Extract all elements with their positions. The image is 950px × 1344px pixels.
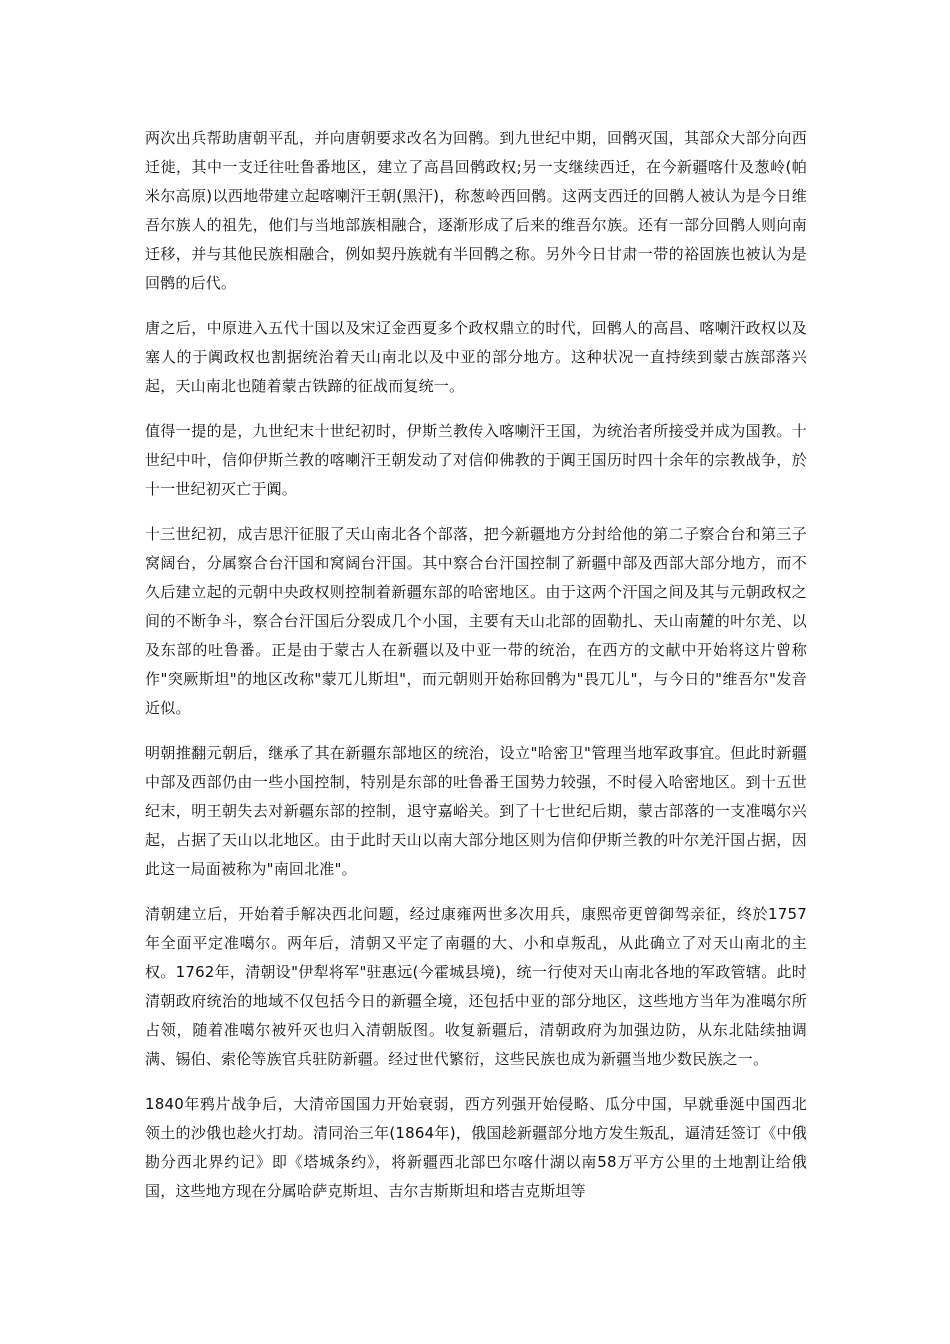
paragraph-5: 明朝推翻元朝后，继承了其在新疆东部地区的统治，设立"哈密卫"管理当地军政事宜。但此时新疆中部及西部仍由一些小国控制，特别是东部的吐鲁番王国势力较强，不时侵入哈密地区。到十五世纪末，明王朝失去对新疆东部的控制，退守嘉峪关。到了十七世纪后期，蒙古部落的一支准噶尔兴起，占据了天山以北地区。由于此时天山以南大部分地区则为信仰伊斯兰教的叶尔羌汗国占据，因此这一局面被称为"南回北准"。 bbox=[145, 744, 807, 878]
paragraph-7: 1840年鸦片战争后，大清帝国国力开始衰弱，西方列强开始侵略、瓜分中国，早就垂涎中国西北领土的沙俄也趁火打劫。清同治三年(1864年)，俄国趁新疆部分地方发生叛乱，逼清廷签订《中俄勘分西北界约记》即《塔城条约》，将新疆西北部巴尔喀什湖以南58万平方公里的土地割让给俄国，这些地方现在分属哈萨克斯坦、吉尔吉斯斯坦和塔吉克斯坦等 bbox=[145, 1095, 807, 1200]
paragraph-2: 唐之后，中原进入五代十国以及宋辽金西夏多个政权鼎立的时代，回鹘人的高昌、喀喇汗政权以及塞人的于阗政权也割据统治着天山南北以及中亚的部分地方。这种状况一直持续到蒙古族部落兴起，天山南北也随着蒙古铁蹄的征战而复统一。 bbox=[145, 319, 807, 395]
document-body bbox=[145, 124, 807, 1222]
paragraph-6: 清朝建立后，开始着手解决西北问题，经过康雍两世多次用兵，康熙帝更曾御驾亲征，终於1757年全面平定准噶尔。两年后，清朝又平定了南疆的大、小和卓叛乱，从此确立了对天山南北的主权。1762年，清朝设"伊犁将军"驻惠远(今霍城县境)，统一行使对天山南北各地的军政管辖。此时清朝政府统治的地域不仅包括今日的新疆全境，还包括中亚的部分地区，这些地方当年为准噶尔所占领，随着准噶尔被歼灭也归入清朝版图。收复新疆后，清朝政府为加强边防，从东北陆续抽调满、锡伯、索伦等族官兵驻防新疆。经过世代繁衍，这些民族也成为新疆当地少数民族之一。 bbox=[145, 905, 807, 1068]
paragraph-3: 值得一提的是，九世纪末十世纪初时，伊斯兰教传入喀喇汗王国，为统治者所接受并成为国教。十世纪中叶，信仰伊斯兰教的喀喇汗王朝发动了对信仰佛教的于阗王国历时四十余年的宗教战争，於十一世纪初灭亡于阗。 bbox=[145, 422, 807, 498]
paragraph-4: 十三世纪初，成吉思汗征服了天山南北各个部落，把今新疆地方分封给他的第二子察合台和第三子窝阔台，分属察合台汗国和窝阔台汗国。其中察合台汗国控制了新疆中部及西部大部分地方，而不久后建立起的元朝中央政权则控制着新疆东部的哈密地区。由于这两个汗国之间及其与元朝政权之间的不断争斗，察合台汗国后分裂成几个小国，主要有天山北部的固勒扎、天山南麓的叶尔羌、以及东部的吐鲁番。正是由于蒙古人在新疆以及中亚一带的统治，在西方的文献中开始将这片曾称作"突厥斯坦"的地区改称"蒙兀儿斯坦"，而元朝则开始称回鹘为"畏兀儿"，与今日的"维吾尔"发音近似。 bbox=[145, 525, 807, 717]
paragraph-1: 两次出兵帮助唐朝平乱，并向唐朝要求改名为回鹘。到九世纪中期，回鹘灭国，其部众大部分向西迁徙，其中一支迁往吐鲁番地区，建立了高昌回鹘政权;另一支继续西迁，在今新疆喀什及葱岭(帕米尔高原)以西地带建立起喀喇汗王朝(黑汗)，称葱岭西回鹘。这两支西迁的回鹘人被认为是今日维吾尔族人的祖先，他们与当地部族相融合，逐渐形成了后来的维吾尔族。还有一部分回鹘人则向南迁移，并与其他民族相融合，例如契丹族就有半回鹘之称。另外今日甘肃一带的裕固族也被认为是回鹘的后代。 bbox=[145, 129, 807, 292]
